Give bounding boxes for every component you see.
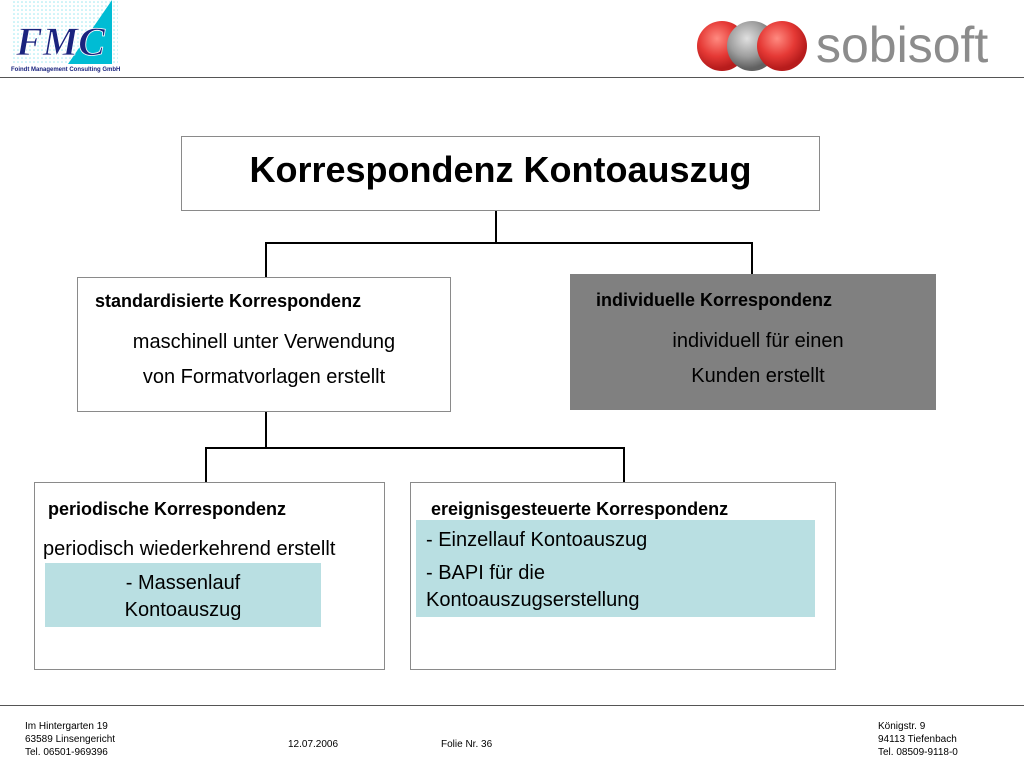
footer-left-line2: 63589 Linsengericht	[25, 734, 116, 745]
connector-standard-down	[265, 412, 267, 448]
periodic-heading: periodische Korrespondenz	[48, 499, 287, 519]
connector-bottom-horizontal	[205, 447, 625, 449]
event-heading: ereignisgesteuerte Korrespondenz	[431, 499, 729, 519]
sobisoft-logo	[694, 14, 1014, 76]
fmc-logo	[8, 0, 128, 76]
connector-top-horizontal	[265, 242, 752, 244]
footer-left-line1: Im Hintergarten 19	[25, 721, 108, 732]
fmc-logo-subtitle: Foindt Management Consulting GmbH	[11, 67, 121, 73]
footer-left-line3: Tel. 06501-969396	[25, 747, 108, 758]
title-box	[181, 136, 820, 211]
connector-to-periodic	[205, 447, 207, 482]
fmc-logo-text: FMC	[16, 19, 105, 64]
footer-right-line1: Königstr. 9	[878, 721, 926, 732]
event-item2-line1: - BAPI für die	[426, 562, 545, 584]
footer-left-address	[25, 720, 115, 759]
individual-line2: Kunden erstellt	[691, 365, 825, 387]
footer-slide-number: Folie Nr. 36	[441, 739, 493, 750]
periodic-item-highlight	[45, 563, 321, 627]
periodic-line1: periodisch wiederkehrend erstellt	[43, 538, 336, 560]
diagram-title: Korrespondenz Kontoauszug	[249, 149, 752, 190]
periodic-item-line1: - Massenlauf	[125, 572, 241, 594]
connector-to-individual	[751, 242, 753, 274]
footer-right-line2: 94113 Tiefenbach	[878, 734, 957, 745]
event-correspondence-box	[410, 482, 836, 670]
connector-to-event	[623, 447, 625, 482]
standard-correspondence-box	[77, 277, 451, 412]
footer-date: 12.07.2006	[288, 739, 339, 750]
connector-to-standard	[265, 242, 267, 277]
event-item1: - Einzellauf Kontoauszug	[426, 529, 648, 551]
footer-divider	[0, 705, 1024, 706]
sobisoft-logo-text: sobisoft	[816, 17, 989, 73]
event-items-highlight	[416, 520, 815, 617]
periodic-correspondence-box	[34, 482, 385, 670]
standard-line1: maschinell unter Verwendung	[132, 331, 396, 353]
standard-line2: von Formatvorlagen erstellt	[142, 366, 386, 388]
standard-heading: standardisierte Korrespondenz	[95, 291, 362, 311]
footer-right-line3: Tel. 08509-9118-0	[878, 747, 958, 758]
header-divider	[0, 77, 1024, 78]
individual-line1: individuell für einen	[672, 330, 844, 352]
individual-correspondence-box	[570, 274, 936, 410]
periodic-item-line2: Kontoauszug	[124, 599, 242, 621]
footer-right-address	[878, 720, 958, 759]
individual-heading: individuelle Korrespondenz	[596, 290, 833, 310]
event-item2-line2: Kontoauszugserstellung	[426, 589, 640, 611]
connector-title-down	[495, 206, 497, 243]
